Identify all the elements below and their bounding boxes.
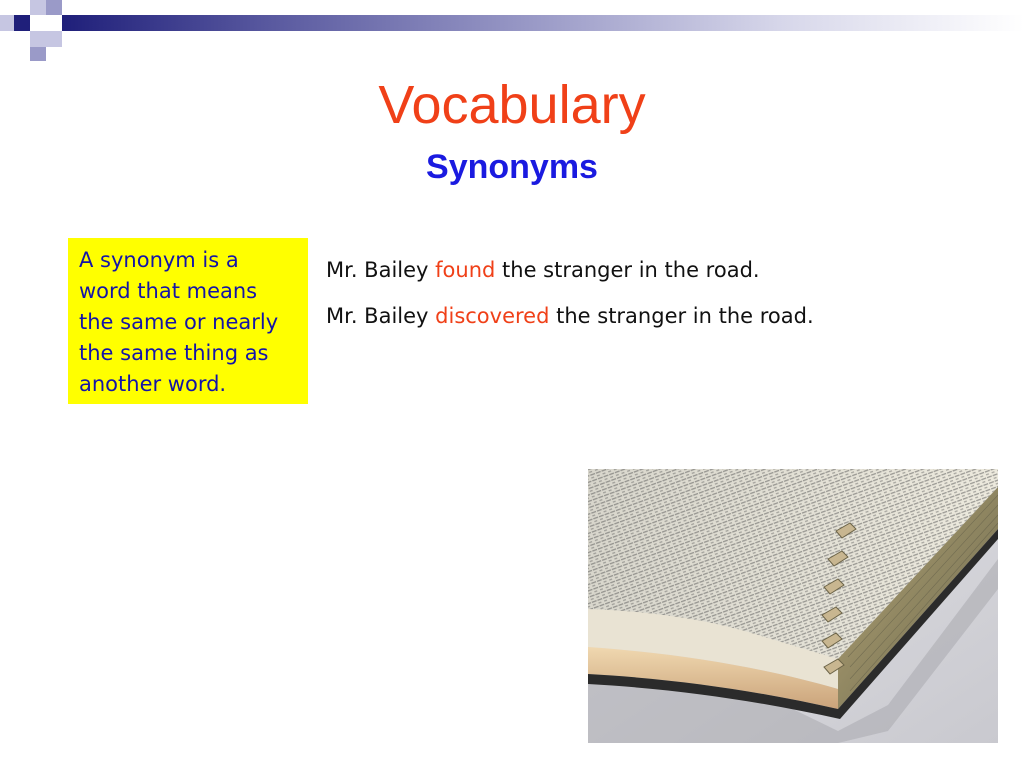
dictionary-image [588,469,998,743]
decorative-square [46,31,62,47]
definition-line: word that means [79,279,258,303]
decorative-square [14,15,30,31]
example-sentence [326,254,986,286]
synonym-word: found [435,258,496,282]
definition-line: the same thing as [79,341,269,365]
example-sentences [326,254,986,346]
definition-line: A synonym is a [79,248,239,272]
slide-subtitle: Synonyms [426,148,598,186]
sentence-start: Mr. Bailey [326,258,436,282]
synonym-word: discovered [435,304,550,328]
decorative-square [30,47,46,61]
decorative-square [30,31,46,47]
decorative-square [46,0,62,15]
definition-line: another word. [79,372,227,396]
decorative-square [0,15,14,31]
sentence-start: Mr. Bailey [326,304,436,328]
header-gradient-band [62,15,1024,31]
decorative-square [30,0,46,15]
sentence-end: the stranger in the road. [495,258,760,282]
example-sentence [326,300,986,332]
slide-title: Vocabulary [378,75,646,135]
sentence-end: the stranger in the road. [549,304,814,328]
definition-box [68,238,308,404]
definition-line: the same or nearly [79,310,279,334]
